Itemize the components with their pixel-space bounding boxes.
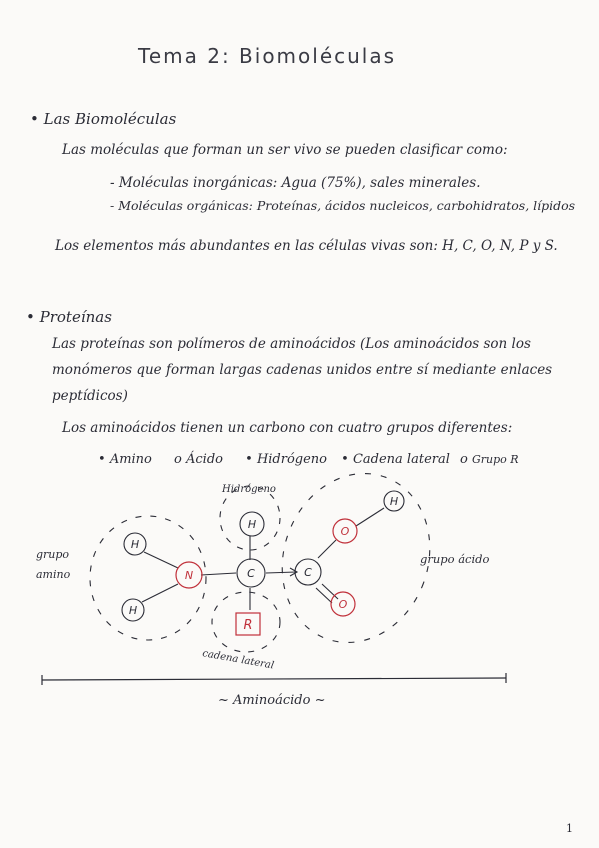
- atom-o2-label: O: [338, 598, 348, 611]
- proteinas-line-1: Las proteínas son polímeros de aminoácidos (Los aminoácidos son los: [52, 336, 531, 352]
- section-heading-biomoleculas-text: Las Biomoléculas: [43, 110, 177, 128]
- group-r: Grupo R: [472, 453, 519, 466]
- bond-h1-n: [144, 552, 178, 568]
- label-grupo-amino-1: grupo: [36, 548, 70, 561]
- group-bullet: o: [174, 452, 182, 467]
- inorganic-molecules-item: - Moléculas inorgánicas: Agua (75%), sales minerales.: [110, 175, 481, 191]
- group-cadena-lateral: Cadena lateral: [352, 452, 450, 467]
- abundant-elements-line: Los elementos más abundantes en las células vivas son: H, C, O, N, P y S.: [55, 238, 558, 254]
- label-hidrogeno: Hidrógeno: [222, 484, 276, 495]
- atom-h1-label: H: [130, 538, 140, 551]
- atom-h2-label: H: [128, 604, 138, 617]
- atom-n-label: N: [184, 569, 194, 582]
- group-amino: Amino: [109, 452, 152, 467]
- group-bullet: o: [460, 452, 468, 467]
- bond-cacid-o2b: [322, 584, 338, 599]
- bullet-dot: •: [26, 308, 35, 326]
- organic-molecules-item: - Moléculas orgánicas: Proteínas, ácidos nucleicos, carbohidratos, lípidos: [110, 198, 576, 213]
- amino-groups-intro: Los aminoácidos tienen un carbono con cuatro grupos diferentes:: [62, 420, 513, 436]
- page-title: Tema 2: Biomoléculas: [138, 44, 397, 68]
- label-cadena-lateral: cadena lateral: [201, 648, 275, 672]
- label-grupo-amino-2: amino: [36, 568, 71, 581]
- atom-cacid-label: C: [304, 566, 312, 579]
- proteinas-line-2: monómeros que forman largas cadenas unidos entre sí mediante enlaces: [52, 362, 553, 378]
- bond-n-ca: [201, 573, 236, 575]
- bond-ca-cacid: [266, 572, 296, 573]
- label-grupo-acido: grupo ácido: [420, 552, 490, 566]
- atom-hacid-label: H: [389, 495, 399, 508]
- group-acido: Ácido: [186, 452, 223, 467]
- group-hidrogeno: Hidrógeno: [256, 452, 328, 467]
- bullet-dot: •: [30, 110, 39, 128]
- section-heading-proteinas-text: Proteínas: [39, 308, 112, 326]
- group-bullet: •: [341, 452, 349, 467]
- bond-h2-n: [142, 584, 178, 602]
- page-number: 1: [566, 822, 573, 835]
- aminoacid-span-line: [42, 678, 506, 680]
- bond-cacid-o1: [318, 540, 336, 558]
- atom-r-label: R: [243, 618, 253, 633]
- atom-htop-label: H: [247, 518, 257, 531]
- biomoleculas-intro: Las moléculas que forman un ser vivo se pueden clasificar como:: [62, 142, 508, 158]
- group-bullet: •: [98, 452, 106, 467]
- proteinas-line-3: peptídicos): [52, 388, 128, 404]
- atom-ca-label: C: [247, 567, 255, 580]
- bond-cacid-o2a: [316, 588, 332, 603]
- bond-o1-hacid: [356, 508, 384, 526]
- atom-o1-label: O: [340, 525, 350, 538]
- group-bullet: •: [245, 452, 253, 467]
- label-aminoacido: ~ Aminoácido ~: [218, 693, 326, 708]
